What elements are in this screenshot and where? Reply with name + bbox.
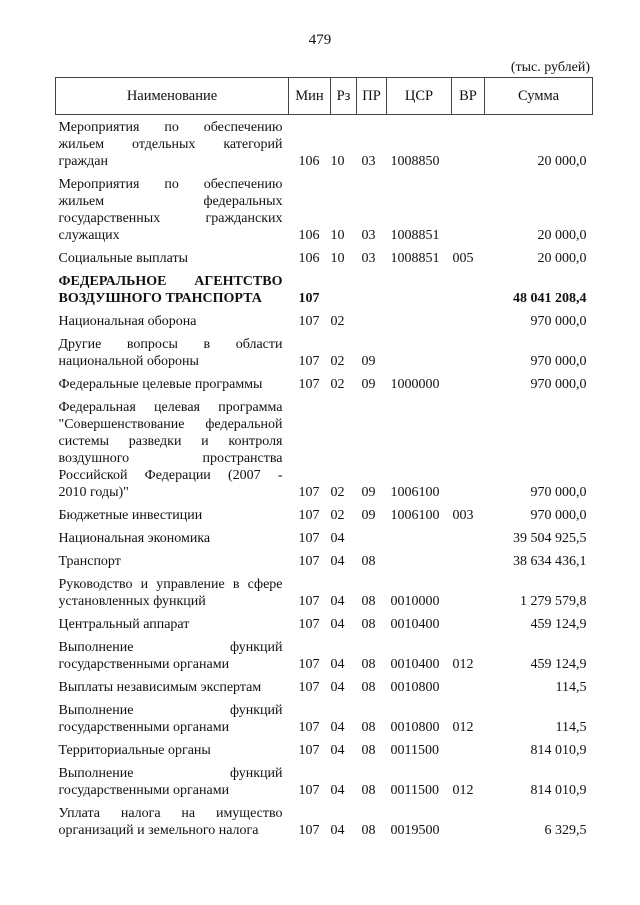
row-name-line: государственными органами: [58, 657, 230, 672]
row-rz: 04: [330, 783, 345, 798]
row-csr: 0010800: [390, 680, 440, 695]
table-row: [56, 635, 593, 675]
row-rz: 04: [330, 554, 345, 569]
row-name: [56, 761, 289, 801]
row-rz: 02: [330, 485, 345, 500]
row-rz: 10: [330, 228, 345, 243]
row-csr: 1008851: [390, 251, 440, 266]
row-name-line: Транспорт: [58, 554, 121, 569]
table-row: [56, 172, 593, 246]
row-name: [56, 635, 289, 675]
row-rz: 10: [330, 154, 345, 169]
row-pr: 08: [361, 554, 376, 569]
row-name: [56, 526, 289, 549]
row-name: [56, 698, 289, 738]
header-name: Наименование: [56, 78, 289, 115]
row-vr: 003: [452, 508, 474, 523]
row-name: [56, 612, 289, 635]
row-min: 107: [298, 720, 320, 735]
table-row: [56, 675, 593, 698]
row-min: 107: [298, 823, 320, 838]
row-min: 107: [298, 617, 320, 632]
row-name-line: Выполнение функций: [58, 640, 283, 655]
row-csr: 0010400: [390, 617, 440, 632]
row-csr: [387, 526, 452, 549]
table-row: [56, 761, 593, 801]
table-row: [56, 549, 593, 572]
row-name-line: ФЕДЕРАЛЬНОЕ АГЕНТСТВО: [58, 274, 283, 289]
row-csr: 1006100: [390, 485, 440, 500]
row-name: [56, 549, 289, 572]
row-name-line: Руководство и управление в сфере: [58, 577, 283, 592]
row-sum: 970 000,0: [530, 314, 587, 329]
row-name-line: Федеральная целевая программа: [58, 400, 283, 415]
row-sum: 6 329,5: [544, 823, 587, 838]
row-rz: 02: [330, 377, 345, 392]
table-row: [56, 372, 593, 395]
row-name: [56, 172, 289, 246]
row-pr: 08: [361, 720, 376, 735]
row-sum: 20 000,0: [537, 154, 587, 169]
header-min: Мин: [289, 78, 331, 115]
row-name-line: жильем отдельных категорий: [58, 137, 283, 152]
row-rz: 04: [330, 617, 345, 632]
row-sum: 1 279 579,8: [520, 594, 587, 609]
row-pr: 08: [361, 743, 376, 758]
row-name-line: Федеральные целевые программы: [58, 377, 263, 392]
row-name-line: Национальная экономика: [58, 531, 211, 546]
row-pr: 08: [361, 617, 376, 632]
row-csr: 0010000: [390, 594, 440, 609]
page-number: 479: [308, 32, 332, 48]
row-sum: 814 010,9: [530, 743, 587, 758]
row-min: 107: [298, 743, 320, 758]
row-name-line: государственными органами: [58, 720, 230, 735]
row-vr: 005: [452, 251, 474, 266]
table-body: [56, 115, 593, 842]
row-name-line: Бюджетные инвестиции: [58, 508, 203, 523]
table-row: [56, 269, 593, 309]
table-row: [56, 115, 593, 173]
table-row: [56, 801, 593, 841]
row-rz: 10: [330, 251, 345, 266]
row-vr: [452, 372, 485, 395]
row-csr: 1008851: [390, 228, 440, 243]
row-name: [56, 395, 289, 503]
row-csr: 0011500: [390, 783, 439, 798]
row-pr: 09: [361, 508, 376, 523]
row-min: 107: [298, 657, 320, 672]
row-name-line: Национальная оборона: [58, 314, 197, 329]
table-row: [56, 246, 593, 269]
row-min: 107: [298, 680, 320, 695]
header-pr: ПР: [357, 78, 387, 115]
row-name-line: Мероприятия по обеспечению: [58, 177, 283, 192]
row-rz: [331, 269, 357, 309]
row-sum: 970 000,0: [530, 485, 587, 500]
row-rz: 04: [330, 743, 345, 758]
row-min: 106: [298, 251, 320, 266]
row-pr: 09: [361, 485, 376, 500]
row-rz: 04: [330, 680, 345, 695]
row-sum: 48 041 208,4: [513, 291, 587, 306]
row-pr: 09: [361, 354, 376, 369]
row-csr: 1000000: [390, 377, 440, 392]
row-name-line: служащих: [58, 228, 120, 243]
row-pr: 08: [361, 657, 376, 672]
row-name-line: воздушного пространства: [58, 451, 283, 466]
row-rz: 04: [330, 531, 345, 546]
row-name-line: жильем федеральных: [58, 194, 283, 209]
row-name-line: организаций и земельного налога: [58, 823, 259, 838]
row-min: 107: [298, 354, 320, 369]
row-name-line: граждан: [58, 154, 108, 169]
row-vr: [452, 395, 485, 503]
row-name-line: государственных гражданских: [58, 211, 283, 226]
row-sum: 114,5: [555, 680, 587, 695]
row-vr: [452, 172, 485, 246]
row-vr: 012: [452, 720, 474, 735]
row-vr: [452, 309, 485, 332]
row-pr: 03: [361, 154, 376, 169]
header-csr: ЦСР: [387, 78, 452, 115]
row-name: [56, 309, 289, 332]
row-min: 107: [298, 291, 320, 306]
header-sum: Сумма: [485, 78, 593, 115]
row-rz: 02: [330, 354, 345, 369]
row-csr: [387, 269, 452, 309]
row-min: 107: [298, 594, 320, 609]
row-name: [56, 801, 289, 841]
row-pr: 08: [361, 823, 376, 838]
row-min: 106: [298, 154, 320, 169]
table-row: [56, 395, 593, 503]
row-pr: 08: [361, 783, 376, 798]
table-row: [56, 738, 593, 761]
row-csr: [387, 309, 452, 332]
row-min: 107: [298, 485, 320, 500]
row-csr: 0010400: [390, 657, 440, 672]
row-vr: [452, 572, 485, 612]
row-name: [56, 332, 289, 372]
row-min: 106: [298, 228, 320, 243]
row-min: 107: [298, 783, 320, 798]
row-vr: 012: [452, 657, 474, 672]
row-csr: 0011500: [390, 743, 439, 758]
row-csr: [387, 332, 452, 372]
budget-table: [55, 77, 593, 841]
row-vr: [452, 269, 485, 309]
row-name-line: Мероприятия по обеспечению: [58, 120, 283, 135]
table-row: [56, 698, 593, 738]
row-name-line: Выполнение функций: [58, 766, 283, 781]
row-pr: 08: [361, 594, 376, 609]
row-vr: [452, 549, 485, 572]
row-sum: 459 124,9: [530, 657, 587, 672]
row-pr: 08: [361, 680, 376, 695]
header-rz: Рз: [331, 78, 357, 115]
row-pr: 09: [361, 377, 376, 392]
row-csr: 0010800: [390, 720, 440, 735]
row-name: [56, 503, 289, 526]
row-sum: 39 504 925,5: [513, 531, 587, 546]
row-pr: [357, 269, 387, 309]
row-vr: [452, 738, 485, 761]
row-name-line: Центральный аппарат: [58, 617, 190, 632]
row-name-line: национальной обороны: [58, 354, 199, 369]
row-rz: 04: [330, 594, 345, 609]
row-name-line: установленных функций: [58, 594, 206, 609]
row-min: 107: [298, 554, 320, 569]
row-pr: [357, 526, 387, 549]
row-name-line: Социальные выплаты: [58, 251, 189, 266]
row-min: 107: [298, 377, 320, 392]
row-min: 107: [298, 531, 320, 546]
row-name-line: "Совершенствование федеральной: [58, 417, 283, 432]
row-name-line: Выполнение функций: [58, 703, 283, 718]
row-rz: 02: [330, 314, 345, 329]
row-name-line: 2010 годы)": [58, 485, 129, 500]
row-name: [56, 572, 289, 612]
row-name: [56, 269, 289, 309]
row-name: [56, 675, 289, 698]
row-name-line: системы разведки и контроля: [58, 434, 283, 449]
row-sum: 459 124,9: [530, 617, 587, 632]
row-rz: 04: [330, 823, 345, 838]
row-csr: 0019500: [390, 823, 440, 838]
row-sum: 38 634 436,1: [513, 554, 587, 569]
row-csr: 1006100: [390, 508, 440, 523]
row-csr: [387, 549, 452, 572]
row-vr: [452, 526, 485, 549]
row-min: 107: [298, 508, 320, 523]
table-row: [56, 503, 593, 526]
row-sum: 970 000,0: [530, 354, 587, 369]
row-pr: 03: [361, 228, 376, 243]
row-name-line: Уплата налога на имущество: [58, 806, 283, 821]
row-name-line: Территориальные органы: [58, 743, 211, 758]
row-vr: [452, 115, 485, 173]
header-vr: ВР: [452, 78, 485, 115]
row-name-line: ВОЗДУШНОГО ТРАНСПОРТА: [58, 291, 262, 306]
row-min: 107: [298, 314, 320, 329]
row-vr: [452, 801, 485, 841]
row-name-line: Российской Федерации (2007 -: [58, 468, 283, 483]
row-sum: 970 000,0: [530, 508, 587, 523]
row-name: [56, 738, 289, 761]
units-label: (тыс. рублей): [510, 60, 590, 75]
table-row: [56, 332, 593, 372]
row-pr: 03: [361, 251, 376, 266]
row-sum: 970 000,0: [530, 377, 587, 392]
row-vr: [452, 332, 485, 372]
table-row: [56, 309, 593, 332]
row-name: [56, 372, 289, 395]
table-row: [56, 572, 593, 612]
row-pr: [357, 309, 387, 332]
row-vr: [452, 675, 485, 698]
row-csr: 1008850: [390, 154, 440, 169]
row-name-line: Выплаты независимым экспертам: [58, 680, 262, 695]
row-name: [56, 115, 289, 173]
table-row: [56, 612, 593, 635]
row-rz: 04: [330, 657, 345, 672]
row-vr: [452, 612, 485, 635]
table-header-row: [56, 78, 593, 115]
row-sum: 20 000,0: [537, 251, 587, 266]
row-rz: 02: [330, 508, 345, 523]
row-sum: 814 010,9: [530, 783, 587, 798]
row-name: [56, 246, 289, 269]
table-row: [56, 526, 593, 549]
row-sum: 114,5: [555, 720, 587, 735]
row-name-line: Другие вопросы в области: [58, 337, 283, 352]
row-sum: 20 000,0: [537, 228, 587, 243]
row-name-line: государственными органами: [58, 783, 230, 798]
row-vr: 012: [452, 783, 474, 798]
row-rz: 04: [330, 720, 345, 735]
